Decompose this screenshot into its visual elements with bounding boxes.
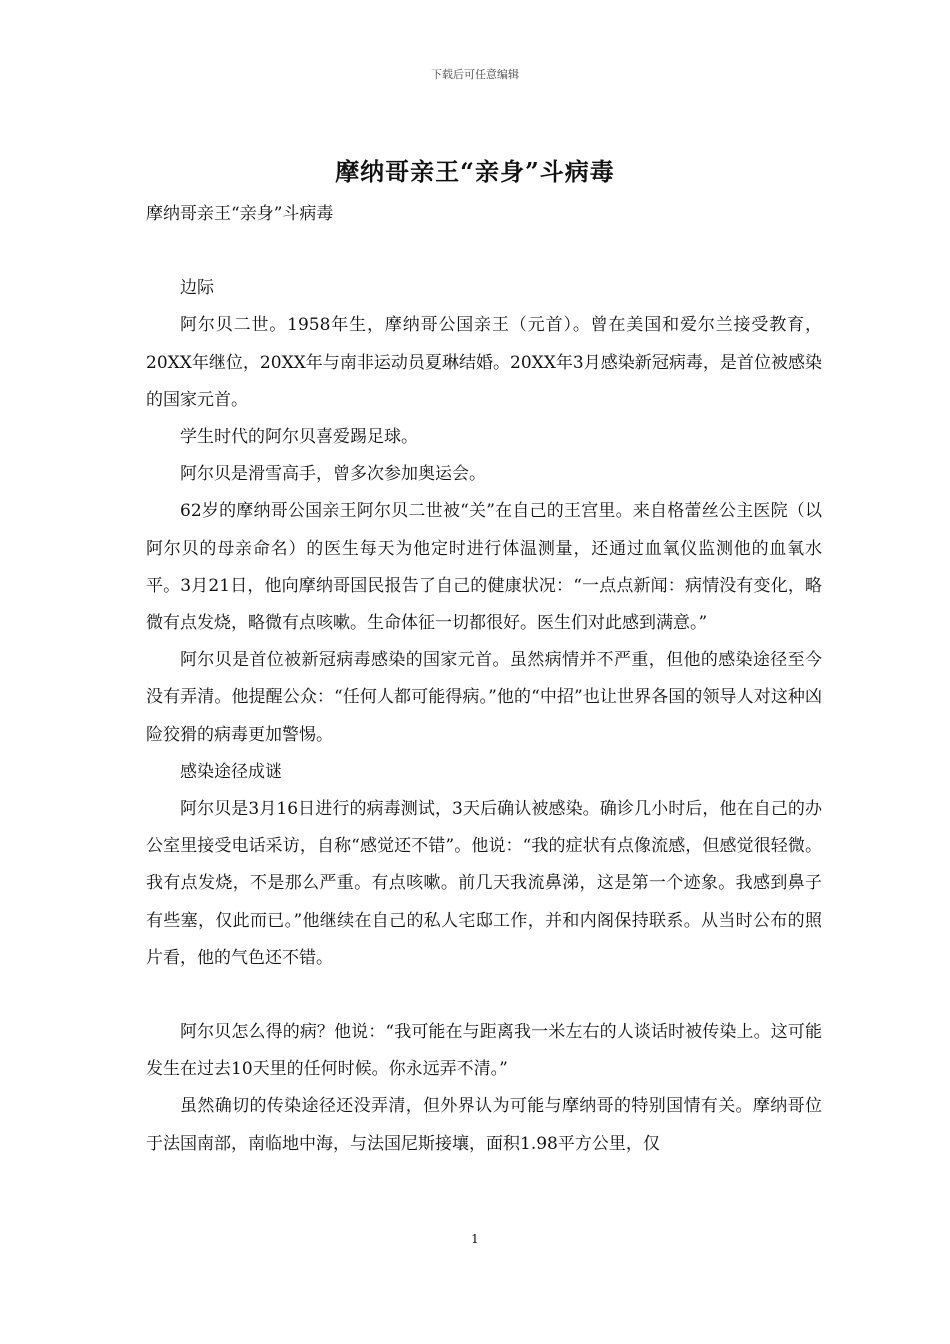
paragraph: 阿尔贝是3月16日进行的病毒测试，3天后确认被感染。确诊几小时后，他在自己的办公室里接受电话采访，自称“感觉还不错”。他说：“我的症状有点像流感，但感觉很轻微。我有点发烧，不是那么严重。有点咳嗽。前几天我流鼻涕，这是第一个迹象。我感到鼻子有些塞，仅此而已。”他继续在自己的私人宅邸工作，并和内阁保持联系。从当时公布的照片看，他的气色还不错。 xyxy=(146,799,822,968)
paragraph: 学生时代的阿尔贝喜爱踢足球。 xyxy=(180,427,418,448)
document-body xyxy=(146,196,822,1163)
paragraph: 62岁的摩纳哥公国亲王阿尔贝二世被“关”在自己的王宫里。来自格蕾丝公主医院（以阿尔贝的母亲命名）的医生每天为他定时进行体温测量，还通过血氧仪监测他的血氧水平。3月21日，他向摩纳哥国民报告了自己的健康状况：“一点点新闻：病情没有变化，略微有点发烧，略微有点咳嗽。生命体征一切都很好。医生们对此感到满意。” xyxy=(146,501,822,634)
paragraph: 阿尔贝是首位被新冠病毒感染的国家元首。虽然病情并不严重，但他的感染途径至今没有弄清。他提醒公众：“任何人都可能得病。”他的“中招”也让世界各国的领导人对这种凶险狡猾的病毒更加警惕。 xyxy=(146,650,822,745)
section-heading: 感染途径成谜 xyxy=(180,761,282,782)
page-header: 下载后可任意编辑 xyxy=(431,68,519,81)
document-subtitle: 摩纳哥亲王“亲身”斗病毒 xyxy=(146,204,334,224)
paragraph: 阿尔贝二世。1958年生，摩纳哥公国亲王（元首）。曾在美国和爱尔兰接受教育，20XX年继位，20XX年与南非运动员夏琳结婚。20XX年3月感染新冠病毒，是首位被感染的国家元首。 xyxy=(146,315,822,410)
blank-line xyxy=(146,977,822,1014)
document-title: 摩纳哥亲王“亲身”斗病毒 xyxy=(335,157,615,186)
page-number: 1 xyxy=(471,1232,479,1246)
blank-line xyxy=(146,233,822,270)
paragraph: 虽然确切的传染途径还没弄清，但外界认为可能与摩纳哥的特别国情有关。摩纳哥位于法国南部，南临地中海，与法国尼斯接壤，面积1.98平方公里，仅 xyxy=(146,1096,822,1154)
paragraph: 阿尔贝怎么得的病？他说：“我可能在与距离我一米左右的人谈话时被传染上。这可能发生在过去10天里的任何时候。你永远弄不清。” xyxy=(146,1022,822,1080)
paragraph: 阿尔贝是滑雪高手，曾多次参加奥运会。 xyxy=(180,464,486,485)
paragraph: 边际 xyxy=(180,278,214,299)
